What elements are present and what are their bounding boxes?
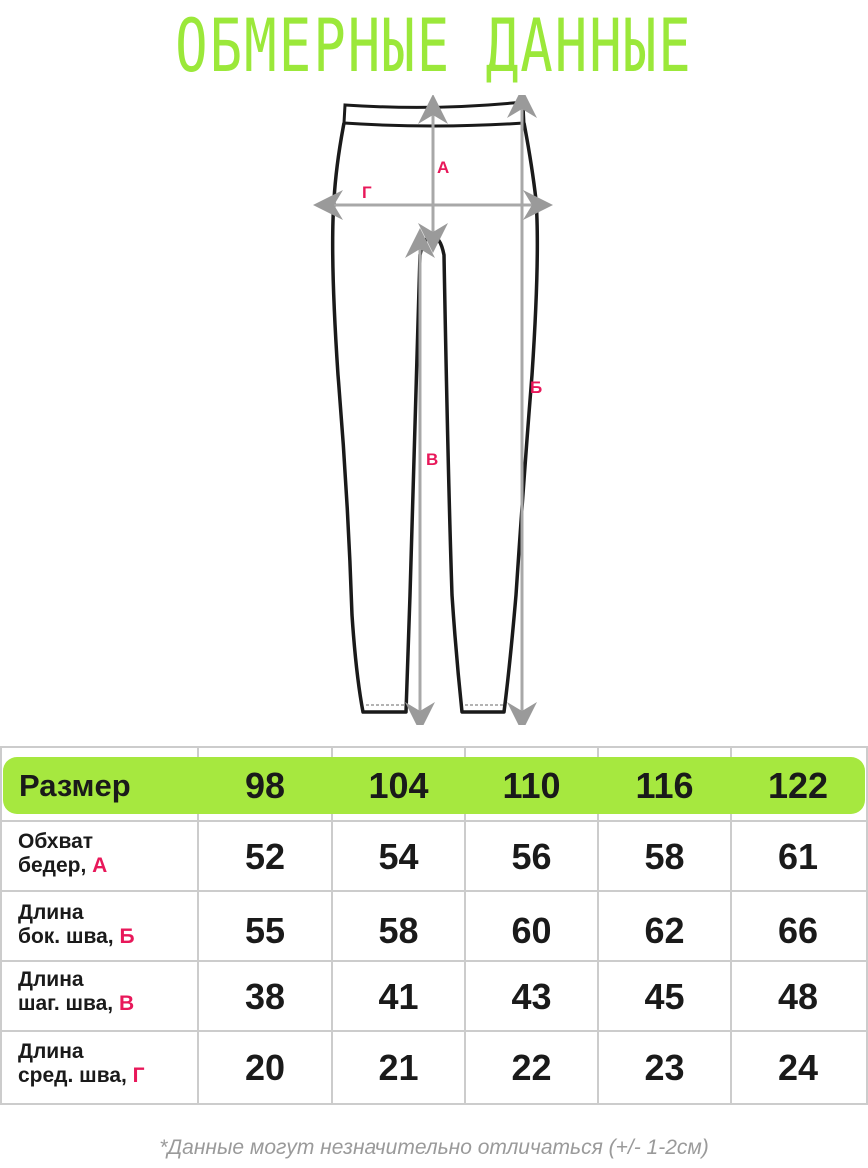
row-label-hips [0, 830, 208, 886]
row-label-line1: Длина [18, 968, 84, 991]
table-cell: 48 [777, 975, 819, 1017]
label-a: А [437, 158, 450, 177]
table-cell: 22 [511, 1047, 552, 1088]
table-cell: 54 [378, 835, 419, 877]
table-cell: 21 [378, 1047, 419, 1088]
row-label-letter: Г [132, 1064, 145, 1087]
row-label-line1: Обхват [18, 830, 94, 853]
table-cell: 24 [777, 1047, 819, 1088]
table-cell: 45 [644, 975, 685, 1017]
row-label-line2: бедер, [18, 854, 93, 877]
header-size-122: 122 [767, 764, 829, 806]
table-cell: 43 [511, 975, 552, 1017]
table-cell: 38 [244, 975, 286, 1017]
table-cell: 62 [644, 909, 685, 951]
table-cell: 55 [244, 909, 286, 951]
table-cell: 20 [244, 1047, 286, 1088]
table-cell: 41 [378, 975, 419, 1017]
row-label-inseam [0, 968, 208, 1024]
table-cell: 52 [244, 835, 286, 877]
label-v: В [426, 450, 439, 469]
size-table [0, 746, 868, 1106]
row-label-letter: Б [119, 925, 135, 948]
row-label-line2: бок. шва, [18, 925, 120, 948]
row-label-letter: А [92, 854, 108, 877]
page-title: ОБМЕРНЫЕ ДАННЫЕ [175, 3, 693, 89]
row-label-line2: шаг. шва, [18, 992, 119, 1015]
table-cell: 61 [777, 835, 819, 877]
table-cell: 60 [511, 909, 552, 951]
header-size-98: 98 [244, 764, 286, 806]
footnote: *Данные могут незначительно отличаться (+/- 1-2см) [159, 1136, 709, 1159]
table-cell: 56 [511, 835, 552, 877]
row-label-letter: В [118, 992, 135, 1015]
row-label-line2: сред. шва, [18, 1064, 133, 1087]
leggings-diagram [300, 95, 568, 725]
leggings-outline-icon [300, 95, 568, 725]
header-size-104: 104 [368, 764, 429, 806]
label-g: Г [362, 183, 372, 202]
header-size-label: Размер [19, 767, 131, 803]
header-size-116: 116 [635, 764, 694, 806]
row-label-line1: Длина [18, 1040, 84, 1063]
table-cell: 23 [644, 1047, 685, 1088]
header-size-110: 110 [502, 764, 561, 806]
row-label-line1: Длина [18, 901, 84, 924]
row-label-side-seam [0, 901, 208, 957]
row-label-rise [0, 1040, 208, 1096]
label-b: Б [530, 378, 543, 397]
table-cell: 58 [378, 909, 419, 951]
table-cell: 58 [644, 835, 685, 877]
table-cell: 66 [777, 909, 819, 951]
